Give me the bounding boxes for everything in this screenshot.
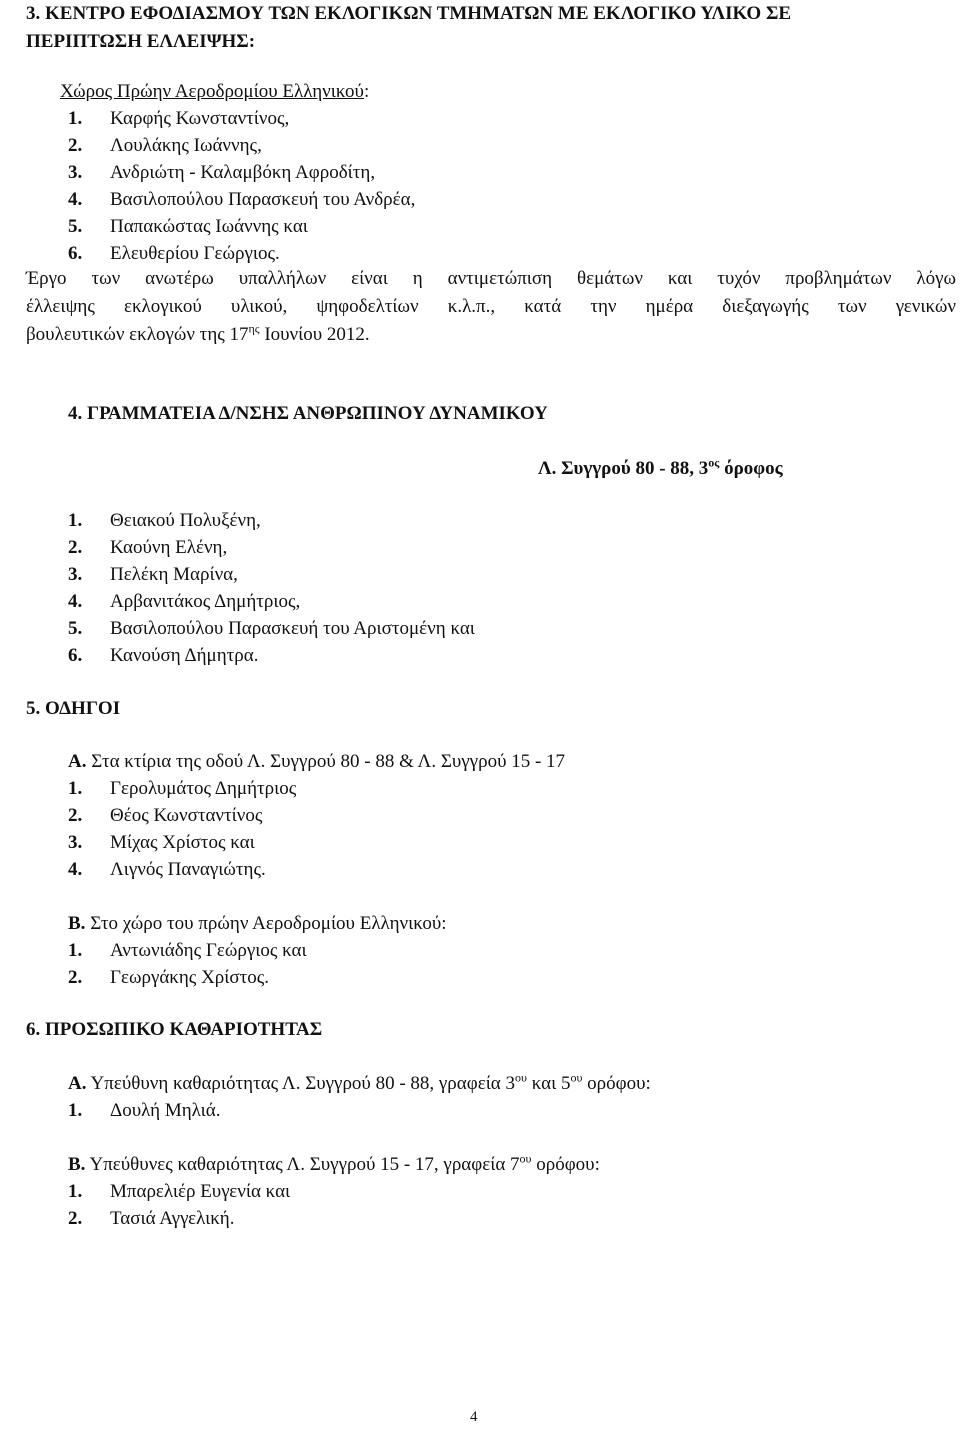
list-item: 3. Ανδριώτη - Καλαμβόκη Αφροδίτη, bbox=[68, 162, 376, 183]
section6-subA-heading: Α. Υπεύθυνη καθαριότητας Λ. Συγγρού 80 - 88, γραφεία $3^{o\upsilon}$ και $5^{o\upsilon}$ ορόφου: bbox=[68, 1070, 651, 1094]
section6-heading: 6. ΠΡΟΣΩΠΙΚΟ ΚΑΘΑΡΙΟΤΗΤΑΣ bbox=[26, 1019, 323, 1040]
section5-subB-heading: Β. Στο χώρο του πρώην Αεροδρομίου Ελληνικού: bbox=[68, 913, 447, 934]
list-item: 1. Καρφής Κωνσταντίνος, bbox=[68, 108, 290, 129]
section6-subB-heading: Β. Υπεύθυνες καθαριότητας Λ. Συγγρού 15 - 17, γραφεία $7^{o\upsilon}$ ορόφου: bbox=[68, 1151, 600, 1175]
section3-location-colon: : bbox=[363, 81, 370, 102]
section4-list bbox=[68, 507, 475, 669]
list-item: 4. Αρβανιτάκος Δημήτριος, bbox=[68, 591, 301, 612]
list-item: 3. Μίχας Χρίστος και bbox=[68, 832, 255, 853]
section3-heading bbox=[26, 0, 956, 56]
list-item: 1. Γερολυμάτος Δημήτριος bbox=[68, 778, 297, 799]
paragraph-line: έλλειψης εκλογικού υλικού, ψηφοδελτίων κ.λ.π., κατά την ημέρα διεξαγωγής των γενικών bbox=[26, 296, 956, 317]
list-item: 2. Γεωργάκης Χρίστος. bbox=[68, 967, 270, 988]
list-item: 2. Λουλάκης Ιωάννης, bbox=[68, 135, 262, 156]
list-item: 5. Παπακώστας Ιωάννης και bbox=[68, 216, 308, 237]
list-item: 2. Θέος Κωνσταντίνος bbox=[68, 805, 263, 826]
section5-subA-list bbox=[68, 775, 296, 883]
list-item: 1. Θειακού Πολυξένη, bbox=[68, 510, 261, 531]
section6-subB-list bbox=[68, 1178, 290, 1232]
section3-heading-line1: 3. ΚΕΝΤΡΟ ΕΦΟΔΙΑΣΜΟΥ ΤΩΝ ΕΚΛΟΓΙΚΩΝ ΤΜΗΜΑΤΩΝ ΜΕ ΕΚΛΟΓΙΚΟ ΥΛΙΚΟ ΣΕ bbox=[26, 3, 792, 24]
list-item: 6. Κανούση Δήμητρα. bbox=[68, 645, 259, 666]
list-item: 4. Λιγνός Παναγιώτης. bbox=[68, 859, 266, 880]
list-item: 1. Δουλή Μηλιά. bbox=[68, 1100, 221, 1121]
section3-location-label: Χώρος Πρώην Αεροδρομίου Ελληνικού bbox=[60, 81, 364, 102]
section4-address: Λ. Συγγρού 80 - 88, $3^{o\varsigma}$ όροφος bbox=[538, 455, 783, 479]
section4-heading: 4. ΓΡΑΜΜΑΤΕΙΑ Δ/ΝΣΗΣ ΑΝΘΡΩΠΙΝΟΥ ΔΥΝΑΜΙΚΟΥ bbox=[68, 403, 548, 424]
page-number: 4 bbox=[470, 1409, 478, 1425]
list-item: 2. Καούνη Ελένη, bbox=[68, 537, 228, 558]
section3-heading-line2: ΠΕΡΙΠΤΩΣΗ ΕΛΛΕΙΨΗΣ: bbox=[26, 31, 256, 52]
list-item: 5. Βασιλοπούλου Παρασκευή του Αριστομένη και bbox=[68, 618, 475, 639]
section3-location bbox=[60, 78, 369, 105]
list-item: 4. Βασιλοπούλου Παρασκευή του Ανδρέα, bbox=[68, 189, 416, 210]
section5-subA-heading: Α. Στα κτίρια της οδού Λ. Συγγρού 80 - 88 & Λ. Συγγρού 15 - 17 bbox=[68, 751, 566, 772]
list-item: 6. Ελευθερίου Γεώργιος. bbox=[68, 243, 280, 264]
section6-subA-list bbox=[68, 1097, 220, 1124]
section5-subB-list bbox=[68, 937, 307, 991]
list-item: 3. Πελέκη Μαρίνα, bbox=[68, 564, 238, 585]
paragraph-line: βουλευτικών εκλογών της $17^{\eta\varsigma}$ Ιουνίου 2012. bbox=[26, 321, 370, 345]
paragraph-line: Έργο των ανωτέρω υπαλλήλων είναι η αντιμετώπιση θεμάτων και τυχόν προβλημάτων λόγω bbox=[26, 268, 956, 289]
section3-list bbox=[68, 105, 415, 267]
list-item: 2. Τασιά Αγγελική. bbox=[68, 1208, 235, 1229]
list-item: 1. Μπαρελιέρ Ευγενία και bbox=[68, 1181, 291, 1202]
section5-heading: 5. ΟΔΗΓΟΙ bbox=[26, 698, 121, 719]
section3-paragraph bbox=[26, 265, 956, 349]
list-item: 1. Αντωνιάδης Γεώργιος και bbox=[68, 940, 307, 961]
